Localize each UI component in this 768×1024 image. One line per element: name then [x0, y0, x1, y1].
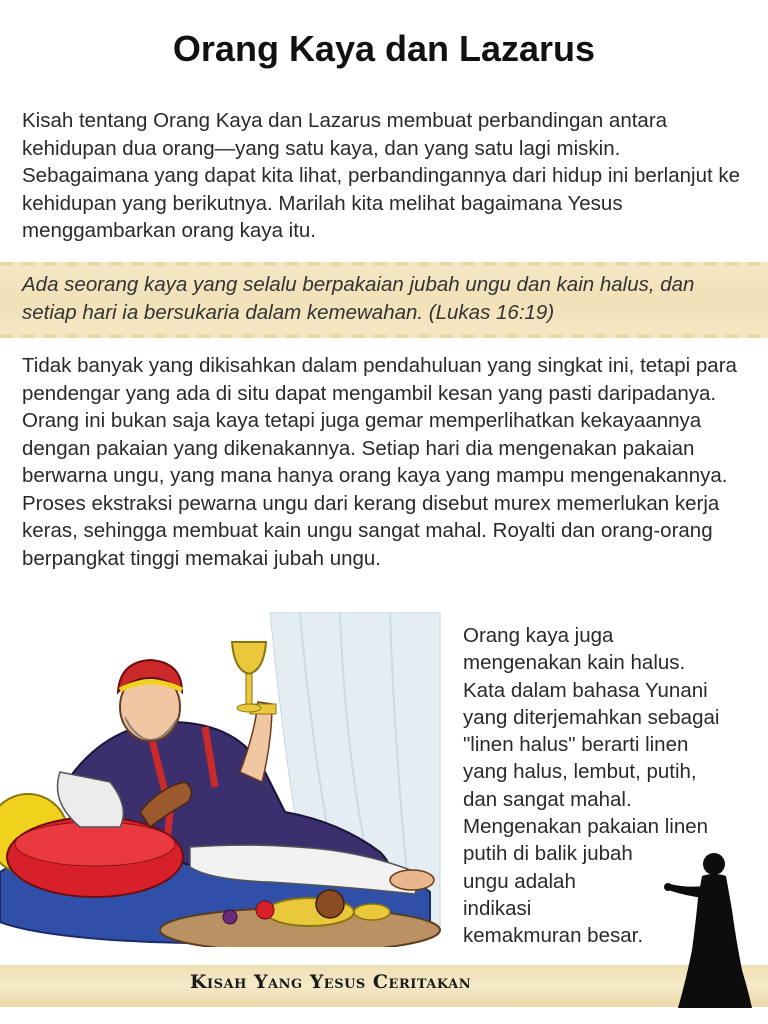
intro-paragraph: Kisah tentang Orang Kaya dan Lazarus membuat perbandingan antara kehidupan dua orang—yang satu kaya, dan yang satu lagi miskin. Sebagaimana yang dapat kita lihat, perbandingannya dari hidup ini berlanjut ke kehidupan yang berikutnya. Marilah kita melihat bagaimana Yesus menggambarkan orang kaya itu.	[22, 109, 741, 242]
side-line: yang halus, lembut, putih,	[463, 760, 697, 784]
side-line: dan sangat mahal.	[463, 787, 632, 811]
series-title: Kisah Yang Yesus Ceritakan	[190, 971, 472, 993]
rich-man-illustration	[0, 612, 445, 947]
side-line: yang diterjemahkan sebagai	[463, 705, 720, 729]
side-line: putih di balik jubah	[463, 842, 633, 866]
side-line: "linen halus" berarti linen	[463, 733, 689, 757]
side-line: ungu adalah	[463, 869, 576, 893]
side-line: mengenakan kain halus.	[463, 651, 686, 675]
side-line: Mengenakan pakaian linen	[463, 815, 709, 839]
scripture-quote-band	[0, 262, 768, 338]
side-line: Kata dalam bahasa Yunani	[463, 678, 708, 702]
side-line: indikasi	[463, 896, 532, 920]
body-paragraph: Tidak banyak yang dikisahkan dalam pendahuluan yang singkat ini, tetapi para pendengar yang ada di situ dapat mengambil kesan yang pasti daripadanya. Orang ini bukan saja kaya tetapi juga gemar memperlihatkan kekayaannya dengan pakaian yang dikenakannya. Setiap hari dia mengenakan pakaian berwarna ungu, yang mana hanya orang kaya yang mampu mengenakannya. Proses ekstraksi pewarna ungu dari kerang disebut murex memerlukan kerja keras, sehingga membuat kain ungu sangat mahal. Royalti dan orang-orang berpangkat tinggi memakai jubah ungu.	[22, 354, 737, 570]
page-title: Orang Kaya dan Lazarus	[172, 28, 596, 69]
side-line: kemakmuran besar.	[463, 924, 644, 948]
storyteller-silhouette-icon	[664, 850, 756, 1012]
side-line: Orang kaya juga	[463, 624, 614, 647]
scripture-quote: Ada seorang kaya yang selalu berpakaian jubah ungu dan kain halus, dan setiap hari ia bersukaria dalam kemewahan. (Lukas 16:19)	[22, 273, 695, 324]
